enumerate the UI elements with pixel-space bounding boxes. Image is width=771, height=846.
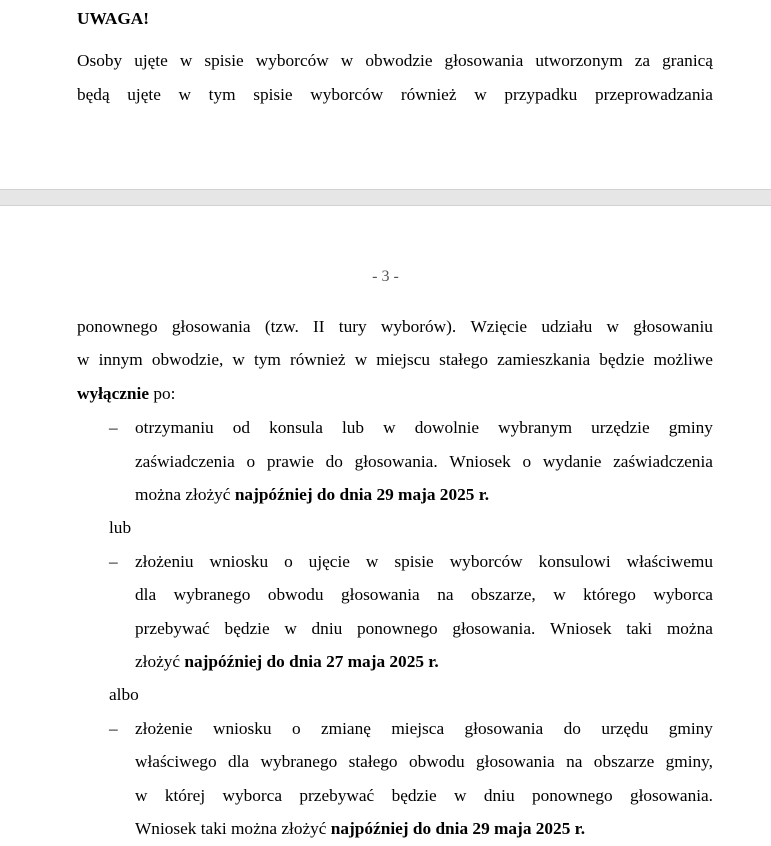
word: w	[365, 552, 379, 571]
word: o	[284, 552, 293, 571]
word: głosowania.	[354, 452, 438, 471]
word: wyborców	[310, 85, 384, 104]
word: miejsca	[391, 719, 445, 738]
word: zamieszkania	[497, 350, 591, 369]
word: dniu	[311, 619, 343, 638]
word: w	[553, 585, 566, 604]
paragraph-line	[77, 50, 713, 72]
word: w	[135, 786, 148, 805]
list-bullet: –	[109, 418, 118, 437]
word: dniu	[483, 786, 515, 805]
word: do	[325, 452, 343, 471]
word: dla	[227, 752, 250, 771]
word: w	[454, 786, 467, 805]
paragraph-text: po:	[149, 384, 176, 403]
list-item-line	[135, 618, 713, 640]
word: przeprowadzania	[594, 85, 713, 104]
word: ponownego	[77, 317, 158, 336]
word: właściwego	[135, 752, 217, 771]
list-item-line	[135, 785, 713, 807]
word: głosowania	[464, 719, 544, 738]
justified-text	[135, 551, 713, 573]
word: tym	[208, 85, 236, 104]
word: o	[291, 719, 301, 738]
word: w	[606, 317, 619, 336]
list-item-text: można złożyć	[135, 485, 235, 504]
page-number: - 3 -	[372, 268, 399, 285]
list-item-line	[135, 718, 713, 740]
conjunction-text: lub	[109, 518, 132, 537]
paragraph-line	[77, 84, 713, 106]
word: obwodzie,	[151, 350, 224, 369]
word: udziału	[541, 317, 593, 336]
word: głosowania	[341, 585, 420, 604]
list-item-text: Wniosek taki można złożyć	[135, 819, 331, 838]
word: wniosku	[212, 719, 272, 738]
word: będzie	[391, 786, 437, 805]
word: lub	[341, 418, 365, 437]
word: spisie	[253, 85, 293, 104]
emphasis-text: wyłącznie	[77, 384, 149, 403]
word: obszarze,	[470, 585, 536, 604]
word: w	[474, 85, 487, 104]
word: ponownego	[531, 786, 613, 805]
word: w	[383, 418, 396, 437]
list-item-line	[135, 417, 713, 439]
document-page-3	[0, 206, 771, 846]
word: urzędzie	[591, 418, 650, 437]
word: obwodu	[267, 585, 324, 604]
word: gminy	[668, 719, 713, 738]
word: utworzonym	[535, 51, 623, 70]
list-bullet: –	[109, 552, 118, 571]
justified-text	[135, 785, 713, 807]
document-page-2	[0, 0, 771, 189]
word: wybranym	[498, 418, 573, 437]
justified-text	[77, 316, 713, 338]
word: można	[666, 619, 713, 638]
word: będzie	[224, 619, 270, 638]
warning-heading: UWAGA!	[77, 9, 150, 28]
word: zaświadczenia	[135, 452, 235, 471]
word: głosowania	[476, 752, 555, 771]
word: którego	[583, 585, 636, 604]
word: tym	[253, 350, 281, 369]
word: na	[566, 752, 583, 771]
word: ujęte	[127, 85, 161, 104]
word: o	[522, 452, 532, 471]
word: obwodu	[408, 752, 465, 771]
word: właściwemu	[626, 552, 713, 571]
word: gminy,	[665, 752, 713, 771]
word: od	[232, 418, 251, 437]
list-item-line	[135, 551, 713, 573]
word: konsulowi	[538, 552, 611, 571]
word: dowolnie	[414, 418, 480, 437]
list-item-line	[135, 818, 585, 840]
justified-text	[135, 718, 713, 740]
word: również	[400, 85, 457, 104]
word: obszarze	[593, 752, 655, 771]
word: gminy	[668, 418, 713, 437]
word: zaświadczenia	[613, 452, 713, 471]
word: wyborców	[255, 51, 329, 70]
word: granicą	[662, 51, 713, 70]
word: głosowaniu	[633, 317, 713, 336]
word: wyborca	[222, 786, 283, 805]
word: na	[437, 585, 454, 604]
list-item-line	[135, 751, 713, 773]
word: złożeniu	[135, 552, 194, 571]
list-bullet: –	[109, 719, 118, 738]
deadline-text: najpóźniej do dnia 27 maja 2025 r.	[184, 652, 439, 671]
deadline-text: najpóźniej do dnia 29 maja 2025 r.	[234, 485, 490, 504]
word: będzie	[599, 350, 645, 369]
word: głosowania.	[452, 619, 536, 638]
word: w	[178, 85, 192, 104]
deadline-text: najpóźniej do dnia 29 maja 2025 r.	[330, 819, 586, 838]
page-separator	[0, 189, 771, 206]
word: w	[77, 350, 90, 369]
justified-text	[135, 751, 713, 773]
word: w	[284, 619, 297, 638]
word: ujęcie	[308, 552, 350, 571]
list-item-line	[135, 484, 489, 506]
word: innym	[98, 350, 143, 369]
word: wniosku	[209, 552, 269, 571]
word: dla	[135, 585, 157, 604]
word: stałego	[439, 350, 489, 369]
word: urzędu	[601, 719, 649, 738]
word: prawie	[266, 452, 314, 471]
word: zmianę	[321, 719, 371, 738]
justified-text	[77, 84, 713, 106]
word: do	[563, 719, 581, 738]
word: w	[232, 350, 245, 369]
justified-text	[135, 584, 713, 606]
word: II	[313, 317, 325, 336]
word: głosowania.	[629, 786, 713, 805]
word: wyborca	[653, 585, 713, 604]
word: miejscu	[376, 350, 431, 369]
word: Osoby	[77, 51, 123, 70]
word: konsula	[269, 418, 323, 437]
word: obwodzie	[365, 51, 433, 70]
word: za	[634, 51, 651, 70]
word: możliwe	[653, 350, 713, 369]
word: ujęte	[134, 51, 168, 70]
word: przypadku	[504, 85, 578, 104]
word: przebywać	[299, 786, 375, 805]
word: Wniosek	[550, 619, 612, 638]
conjunction-text: albo	[109, 685, 139, 704]
word: tury	[338, 317, 367, 336]
justified-text	[77, 349, 713, 371]
word: głosowania	[171, 317, 251, 336]
word: stałego	[348, 752, 398, 771]
word: spisie	[204, 51, 244, 70]
word: otrzymaniu	[135, 418, 214, 437]
word: wybranego	[260, 752, 338, 771]
word: wyborów).	[380, 317, 457, 336]
word: również	[289, 350, 346, 369]
word: w	[340, 51, 354, 70]
list-item-line	[135, 451, 713, 473]
word: wybranego	[173, 585, 251, 604]
word: spisie	[394, 552, 434, 571]
word: głosowania	[444, 51, 524, 70]
word: wydanie	[542, 452, 602, 471]
paragraph-line	[77, 349, 713, 371]
word: o	[246, 452, 256, 471]
justified-text	[135, 451, 713, 473]
word: Wzięcie	[470, 317, 528, 336]
list-item-line	[135, 584, 713, 606]
word: złożenie	[135, 719, 193, 738]
word: (tzw.	[264, 317, 299, 336]
word: będą	[77, 85, 110, 104]
justified-text	[135, 618, 713, 640]
paragraph-line	[77, 316, 713, 338]
list-item-text: złożyć	[135, 652, 185, 671]
paragraph-line	[77, 383, 175, 405]
justified-text	[77, 50, 713, 72]
list-item-line	[135, 651, 439, 673]
word: wyborców	[449, 552, 523, 571]
word: w	[354, 350, 368, 369]
word: taki	[626, 619, 653, 638]
word: której	[164, 786, 206, 805]
word: przebywać	[135, 619, 210, 638]
justified-text	[135, 417, 713, 439]
word: w	[179, 51, 193, 70]
word: Wniosek	[449, 452, 511, 471]
word: ponownego	[356, 619, 438, 638]
